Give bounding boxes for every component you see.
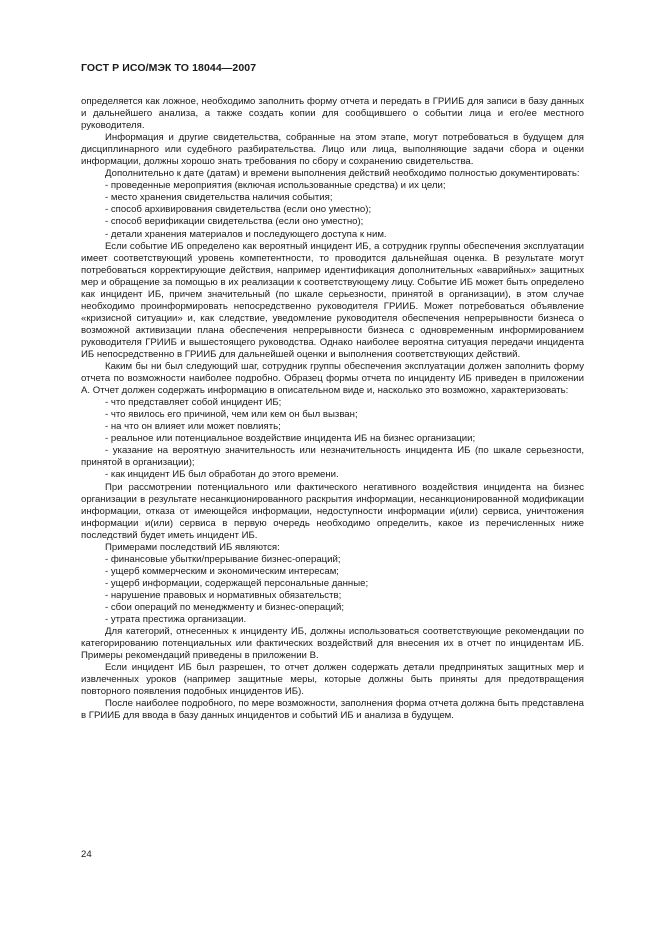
paragraph: Примерами последствий ИБ являются: — [105, 541, 280, 553]
list-item: - указание на вероятную значительность или незначительность инцидента ИБ (по шкале серьезности, принятой в организации); — [81, 445, 584, 469]
list-item: - сбои операций по менеджменту и бизнес-операций; — [105, 601, 345, 613]
paragraph: Для категорий, отнесенных к инциденту ИБ, должны использоваться соответствующие рекомендации по категорированию потенциальных или фактических воздействий для внесения их в отчет по инцидентам ИБ. Примеры рекомендаций приведены в приложении В. — [81, 626, 584, 662]
list-item: - нарушение правовых и нормативных обязательств; — [105, 589, 342, 601]
list-item: - ущерб информации, содержащей персональные данные; — [105, 577, 369, 589]
list-item: - ущерб коммерческим и экономическим интересам; — [105, 565, 339, 577]
list-item: - реальное или потенциальное воздействие инцидента ИБ на бизнес организации; — [105, 433, 476, 445]
list-item: - что представляет собой инцидент ИБ; — [105, 397, 282, 409]
paragraph: После наиболее подробного, по мере возможности, заполнения форма отчета должна быть представлена в ГРИИБ для ввода в базу данных инцидентов и событий ИБ и анализа в будущем. — [81, 698, 584, 722]
list-item: - что явилось его причиной, чем или кем он был вызван; — [105, 409, 358, 421]
paragraph: Каким бы ни был следующий шаг, сотрудник группы обеспечения эксплуатации должен заполнить форму отчета по возможности наиболее подробно. Образец формы отчета по инциденту ИБ приведен в приложении А. Отчет должен содержать информацию в описательном виде и, насколько это возможно, характеризовать: — [81, 361, 584, 397]
list-item: - проведенные мероприятия (включая использованные средства) и их цели; — [105, 180, 446, 192]
document-header: ГОСТ Р ИСО/МЭК ТО 18044—2007 — [81, 62, 257, 74]
list-item: - на что он влияет или может повлиять; — [105, 421, 281, 433]
paragraph: определяется как ложное, необходимо заполнить форму отчета и передать в ГРИИБ для записи в базу данных и дальнейшего анализа, а также создать копии для сообщившего о событии лица и его/ее местного руководителя. — [81, 96, 584, 132]
list-item: - способ верификации свидетельства (если оно уместно); — [105, 216, 364, 228]
list-item: - финансовые убытки/прерывание бизнес-операций; — [105, 553, 341, 565]
list-item: - способ архивирования свидетельства (если оно уместно); — [105, 204, 372, 216]
paragraph: Дополнительно к дате (датам) и времени выполнения действий необходимо полностью документировать: — [105, 168, 580, 180]
paragraph: Если событие ИБ определено как вероятный инцидент ИБ, а сотрудник группы обеспечения эксплуатации имеет соответствующий уровень компетентности, то проводится дальнейшая оценка. В результате могут потребоваться корректирующие действия, например идентификация дополнительных «аварийных» защитных мер и обращение за помощью в их реализации к соответствующему лицу. Событие ИБ может быть определено как инцидент ИБ, причем значительный (по шкале серьезности, принятой в организации), в этом случае необходимо проинформировать непосредственно руководителя ГРИИБ. Может потребоваться объявление «кризисной ситуации» и, как следствие, уведомление руководителя обеспечения непрерывности бизнеса о возможной активизации плана обеспечения непрерывности бизнеса с одновременным информированием руководителя ГРИИБ и вышестоящего руководства. Однако наиболее вероятна ситуация передачи инцидента ИБ непосредственно в ГРИИБ для дальнейшей оценки и выполнения соответствующих действий. — [81, 240, 584, 360]
list-item: - место хранения свидетельства наличия события; — [105, 192, 333, 204]
paragraph: При рассмотрении потенциального или фактического негативного воздействия инцидента на бизнес организации в результате несанкционированного раскрытия информации, несанкционированной модификации информации, отказа от имеющейся информации, недоступности информации и(или) сервиса, уничтожения информации и(или) сервиса в первую очередь необходимо определить, какое из перечисленных ниже последствий будет иметь инцидент ИБ. — [81, 481, 584, 541]
paragraph: Информация и другие свидетельства, собранные на этом этапе, могут потребоваться в будущем для дисциплинарного или судебного разбирательства. Лицо или лица, выполняющие задачи сбора и оценки информации, должны хорошо знать требования по сбору и сохранению свидетельства. — [81, 132, 584, 168]
list-item: - утрата престижа организации. — [105, 614, 247, 626]
document-body — [81, 96, 584, 722]
page-number: 24 — [81, 849, 92, 860]
list-item: - как инцидент ИБ был обработан до этого времени. — [105, 469, 339, 481]
list-item: - детали хранения материалов и последующего доступа к ним. — [105, 228, 387, 240]
paragraph: Если инцидент ИБ был разрешен, то отчет должен содержать детали предпринятых защитных мер и извлеченных уроков (например защитные меры, которые должны быть приняты для предотвращения повторного появления подобных инцидентов ИБ). — [81, 662, 584, 698]
